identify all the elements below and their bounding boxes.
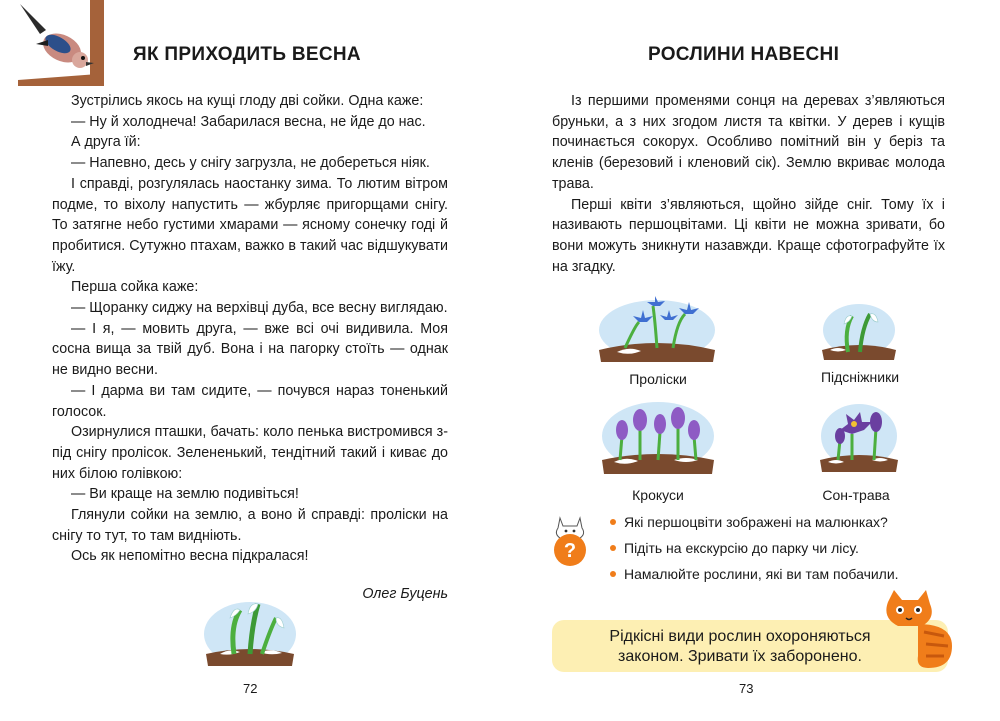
question-list	[610, 512, 899, 590]
page-number: 72	[243, 681, 258, 696]
cat-icon	[878, 588, 958, 674]
paragraph: Із першими променями сонця на деревах з’являються бруньки, а з них згодом листя та квітки. У дерев і кущів починається сокорух. Особливо помітний він у беріз та кленів (березовий і кленовий сік). Землю вкриває молода трава.	[552, 93, 945, 192]
paragraph: — І я, — мовить друга, — вже всі очі видивила. Моя сосна вища за твій дуб. Вона і на пагорку стоїть — однак не видно весни.	[52, 320, 448, 379]
paragraph: — І дарма ви там сидите, — почувся нараз тоненький голосок.	[52, 382, 448, 420]
page-number: 73	[739, 681, 754, 696]
jay-bird-icon	[18, 0, 108, 90]
list-item: Підіть на екскурсію до парку чи лісу.	[610, 538, 899, 564]
question-mark: ?	[563, 540, 577, 562]
paragraph: — Ви краще на землю подивіться!	[71, 486, 299, 503]
paragraph: — Щоранку сиджу на верхівці дуба, все весну виглядаю.	[71, 300, 448, 317]
scilla-plant-icon	[595, 296, 719, 366]
page-title: РОСЛИНИ НАВЕСНІ	[648, 44, 840, 65]
question-cat-icon	[550, 512, 590, 568]
snowdrop-plant-icon	[820, 300, 898, 364]
snowdrop-icon	[200, 590, 300, 670]
paragraph: Озирнулися пташки, бачать: коло пенька вистромився з-під снігу пролісок. Зелененький, тендітний такий і киває до них білою голівкою:	[52, 424, 448, 482]
author: Олег Буцень	[362, 586, 448, 602]
paragraph: Зустрілись якось на кущі глоду дві сойки. Одна каже:	[71, 93, 424, 109]
paragraph: І справді, розгулялась наостанку зима. То лютим вітром подме, то віхолу напустить — жбурляє пригорщами снігу. То затягне небо густими хмарами — ясному сонечку годі й пробитися. Сутужно птахам, важко в такий час відшукувати їжу.	[52, 175, 448, 275]
crocus-plant-icon	[598, 398, 718, 478]
plant-label: Підсніжники	[820, 369, 900, 385]
paragraph: Перша сойка каже:	[71, 279, 199, 296]
paragraph: Перші квіти з’являються, щойно зійде сніг. Тому їх і називають першоцвітами. Ці квіти не можна зривати, бо вони можуть зникнути назавжди. Краще сфотографуйте їх на згадку.	[552, 196, 945, 275]
list-item: Які першоцвіти зображені на малюнках?	[610, 512, 899, 538]
paragraph: — Напевно, десь у снігу загрузла, не добереться ніяк.	[71, 155, 430, 172]
note-text: Рідкісні види рослин охороняються законом. Зривати їх заборонено.	[609, 628, 871, 665]
paragraph: А друга їй:	[71, 134, 141, 151]
article-text	[552, 91, 945, 277]
paragraph: Ось як непомітно весна підкралася!	[71, 548, 309, 565]
story-text	[52, 91, 448, 567]
page-title: ЯК ПРИХОДИТЬ ВЕСНА	[133, 44, 361, 65]
pasqueflower-plant-icon	[818, 400, 900, 476]
paragraph: — Ну й холоднеча! Забарилася весна, не йде до нас.	[71, 113, 426, 130]
plant-label: Крокуси	[632, 487, 684, 503]
list-item: Намалюйте рослини, які ви там побачили.	[610, 564, 899, 590]
right-page	[500, 0, 1000, 721]
paragraph: Глянули сойки на землю, а воно й справді: проліски на снігу то тут, то там видніють.	[52, 507, 448, 544]
plant-label: Сон-трава	[822, 487, 890, 503]
plant-label: Проліски	[629, 371, 687, 387]
